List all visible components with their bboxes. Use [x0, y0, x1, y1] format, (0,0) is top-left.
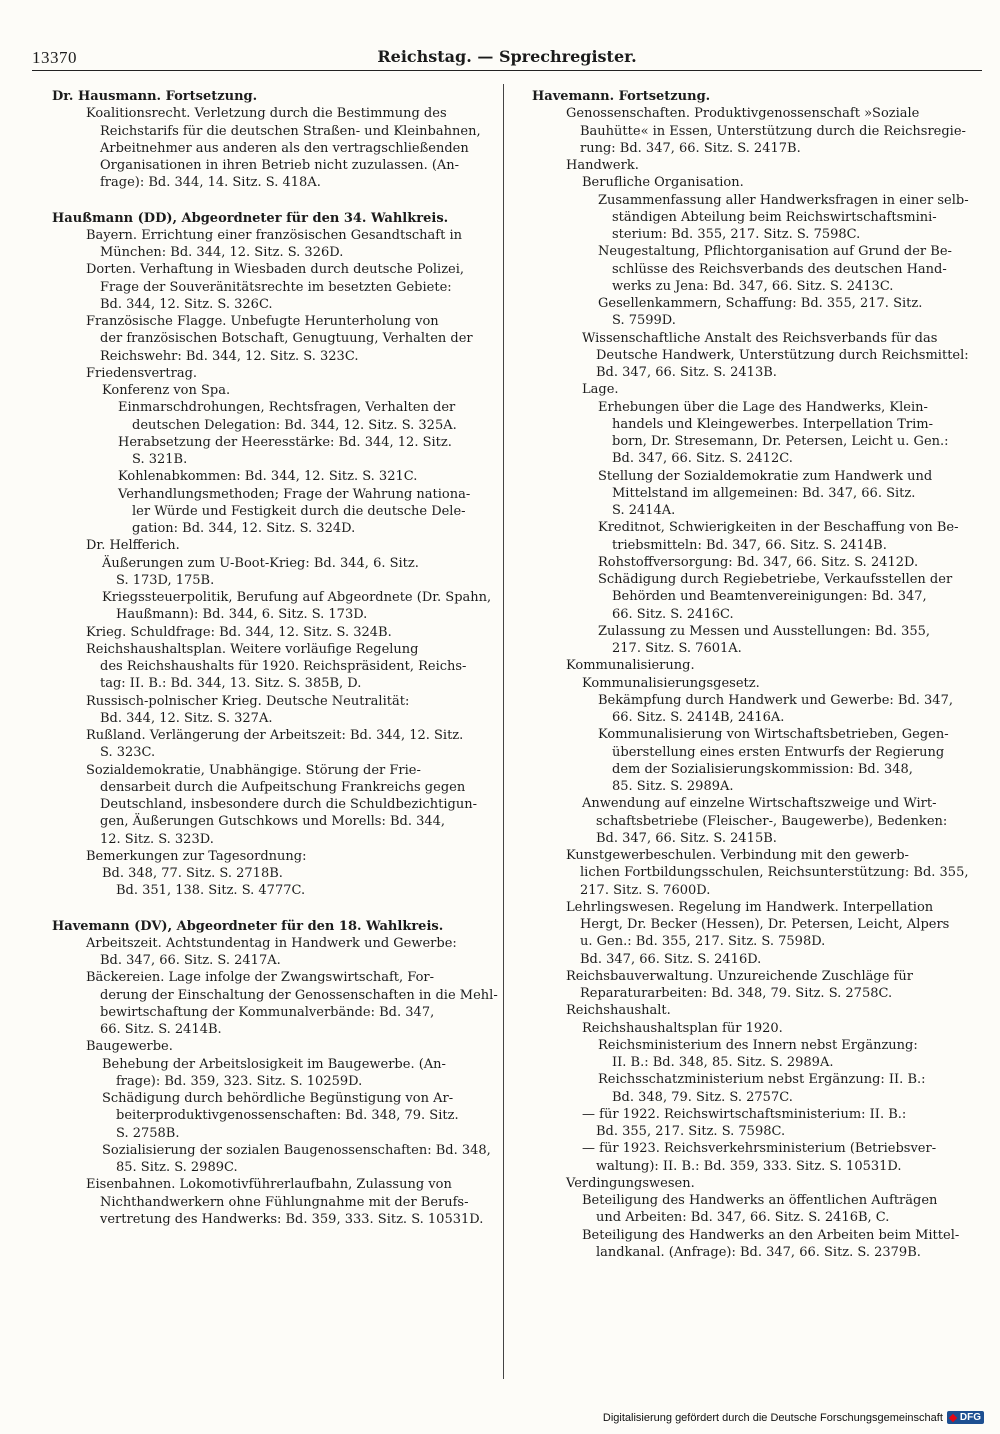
register-entry — [566, 657, 968, 674]
register-entry — [118, 486, 488, 538]
entry-line: frage): Bd. 359, 323. Sitz. S. 10259D. — [116, 1073, 363, 1089]
entry-line: tag: II. B.: Bd. 344, 13. Sitz. S. 385B, D. — [100, 676, 362, 692]
entry-line: Reichshaushaltsplan für 1920. — [582, 1020, 783, 1036]
entry-line: München: Bd. 344, 12. Sitz. S. 326D. — [100, 245, 344, 260]
entry-line: Bauhütte« in Essen, Unterstützung durch die Reichsregie- — [580, 123, 966, 139]
entry-line: Genossenschaften. Produktivgenossenschaft »Soziale — [566, 106, 920, 122]
register-entry — [102, 382, 488, 399]
register-entry — [582, 1020, 968, 1037]
entry-line: Rußland. Verlängerung der Arbeitszeit: Bd. 344, 12. Sitz. — [86, 728, 464, 743]
entry-line: Lehrlingswesen. Regelung im Handwerk. Interpellation — [566, 899, 934, 915]
register-entry — [582, 1227, 968, 1262]
register-entry — [582, 381, 968, 398]
entry-line: Nichthandwerkern ohne Fühlungnahme mit der Berufs- — [100, 1194, 469, 1210]
entry-line: Bäckereien. Lage infolge der Zwangswirtschaft, For- — [86, 970, 435, 986]
left-column — [52, 88, 498, 1228]
register-entry — [566, 899, 968, 968]
register-entry — [86, 641, 488, 693]
entry-line: Bekämpfung durch Handwerk und Gewerbe: Bd. 347, — [598, 692, 953, 708]
entry-line: Koalitionsrecht. Verletzung durch die Bestimmung des — [86, 106, 447, 122]
entry-line: Zusammenfassung aller Handwerksfragen in einer selb- — [598, 192, 969, 208]
register-entry — [598, 623, 968, 658]
entry-line: Havemann. Fortsetzung. — [532, 89, 711, 104]
entry-line: Russisch-polnischer Krieg. Deutsche Neutralität: — [86, 693, 410, 709]
register-entry — [566, 105, 968, 157]
register-entry — [598, 399, 968, 468]
entry-line: S. 7599D. — [612, 313, 676, 329]
register-entry — [566, 1175, 968, 1192]
entry-line: Kunstgewerbeschulen. Verbindung mit den gewerb- — [566, 848, 909, 863]
entry-line: S. 323C. — [100, 745, 156, 761]
register-entry — [582, 1106, 968, 1141]
dfg-logo — [947, 1411, 984, 1424]
entry-line: 66. Sitz. S. 2416C. — [612, 606, 734, 622]
right-column — [532, 88, 968, 1261]
entry-line: Bd. 351, 138. Sitz. S. 4777C. — [116, 883, 306, 899]
entry-line: Reichshaushalt. — [566, 1003, 671, 1019]
entry-line: schlüsse des Reichsverbands des deutschen Hand- — [612, 261, 947, 277]
register-entry — [582, 675, 968, 692]
register-entry — [86, 727, 488, 762]
register-entry — [582, 330, 968, 382]
entry-line: u. Gen.: Bd. 355, 217. Sitz. S. 7598D. — [580, 934, 826, 950]
entry-line: Bd. 347, 66. Sitz. S. 2412C. — [612, 451, 793, 467]
entry-line: Konferenz von Spa. — [102, 383, 231, 398]
entry-line: Kommunalisierung. — [566, 658, 695, 674]
entry-line: Bd. 347, 66. Sitz. S. 2413B. — [596, 365, 777, 380]
register-entry — [102, 555, 488, 590]
entry-line: Deutsche Handwerk, Unterstützung durch Reichsmittel: — [596, 347, 969, 363]
entry-line: Bayern. Errichtung einer französischen Gesandtschaft in — [86, 227, 462, 243]
register-entry — [102, 589, 492, 624]
entry-line: Baugewerbe. — [86, 1039, 173, 1055]
entry-line: Zulassung zu Messen und Ausstellungen: Bd. 355, — [598, 623, 931, 639]
register-entry — [598, 571, 968, 623]
register-entry — [598, 192, 968, 244]
register-entry — [86, 693, 488, 728]
register-heading — [52, 88, 488, 105]
entry-line: Bd. 347, 66. Sitz. S. 2416D. — [580, 951, 762, 967]
entry-line: Behörden und Beamtenvereinigungen: Bd. 347, — [612, 589, 927, 605]
entry-line: deutschen Delegation: Bd. 344, 12. Sitz. S. 325A. — [132, 417, 457, 433]
entry-line: Hergt, Dr. Becker (Hessen), Dr. Petersen, Leicht, Alpers — [580, 917, 950, 932]
entry-line: Beteiligung des Handwerks an den Arbeiten beim Mittel- — [582, 1227, 960, 1243]
page-footer — [603, 1411, 984, 1424]
register-heading — [52, 210, 488, 227]
entry-line: Sozialisierung der sozialen Baugenossenschaften: Bd. 348, — [102, 1142, 491, 1158]
entry-line: lichen Fortbildungsschulen, Reichsunterstützung: Bd. 355, — [580, 865, 969, 881]
entry-line: S. 2414A. — [612, 503, 676, 518]
register-entry — [566, 847, 968, 899]
register-entry — [566, 157, 968, 174]
register-entry — [598, 692, 968, 727]
entry-line: Kommunalisierungsgesetz. — [582, 675, 760, 691]
entry-line: Organisationen in ihren Betrieb nicht zuzulassen. (An- — [100, 158, 460, 173]
entry-line: und Arbeiten: Bd. 347, 66. Sitz. S. 2416B, C. — [596, 1210, 890, 1226]
entry-line: 85. Sitz. S. 2989A. — [612, 779, 734, 794]
entry-line: beiterproduktivgenossenschaften: Bd. 348, 79. Sitz. — [116, 1108, 459, 1124]
entry-line: Krieg. Schuldfrage: Bd. 344, 12. Sitz. S. 324B. — [86, 624, 392, 640]
entry-line: Sozialdemokratie, Unabhängige. Störung der Frie- — [86, 762, 421, 778]
entry-line: born, Dr. Stresemann, Dr. Petersen, Leicht u. Gen.: — [612, 434, 949, 449]
register-entry — [598, 1037, 968, 1072]
entry-line: Reichshaushaltsplan. Weitere vorläufige Regelung — [86, 641, 419, 657]
entry-line: schaftsbetriebe (Fleischer-, Baugewerbe), Bedenken: — [596, 813, 948, 829]
register-heading — [532, 88, 968, 105]
entry-line: Havemann (DV), Abgeordneter für den 18. Wahlkreis. — [52, 918, 444, 934]
register-entry — [86, 227, 488, 262]
entry-gap — [52, 900, 488, 918]
entry-line: ständigen Abteilung beim Reichswirtschaftsmini- — [612, 209, 937, 225]
register-entry — [86, 969, 498, 1038]
register-entry — [582, 1192, 968, 1227]
entry-line: Einmarschdrohungen, Rechtsfragen, Verhalten der — [118, 400, 456, 416]
entry-line: S. 321B. — [132, 452, 188, 467]
entry-line: Erhebungen über die Lage des Handwerks, Klein- — [598, 399, 928, 415]
register-entry — [86, 105, 488, 191]
entry-line: Dr. Helfferich. — [86, 538, 180, 554]
entry-line: S. 173D, 175B. — [116, 572, 215, 588]
entry-line: landkanal. (Anfrage): Bd. 347, 66. Sitz. S. 2379B. — [596, 1244, 921, 1260]
register-entry — [86, 261, 488, 313]
register-entry — [102, 1142, 491, 1177]
register-entry — [118, 468, 488, 485]
entry-line: Bemerkungen zur Tagesordnung: — [86, 848, 307, 864]
register-entry — [86, 1038, 488, 1055]
entry-line: Neugestaltung, Pflichtorganisation auf Grund der Be- — [598, 244, 952, 260]
entry-line: gen, Äußerungen Gutschkows und Morells: Bd. 344, — [100, 814, 446, 830]
entry-line: waltung): II. B.: Bd. 359, 333. Sitz. S. 10531D. — [596, 1158, 902, 1174]
entry-line: Arbeitszeit. Achtstundentag in Handwerk und Gewerbe: — [86, 935, 457, 951]
entry-line: Reichsschatzministerium nebst Ergänzung: II. B.: — [598, 1072, 926, 1088]
entry-line: Bd. 347, 66. Sitz. S. 2417A. — [100, 953, 281, 968]
entry-line: Rohstoffversorgung: Bd. 347, 66. Sitz. S. 2412D. — [598, 554, 919, 570]
register-entry — [118, 399, 488, 434]
running-title: Reichstag. — Sprechregister. — [377, 47, 637, 66]
entry-line: Dr. Hausmann. Fortsetzung. — [52, 89, 258, 104]
register-entry — [598, 243, 968, 295]
register-entry — [86, 848, 488, 865]
register-entry — [118, 434, 488, 469]
entry-line: Reichstarifs für die deutschen Straßen- und Kleinbahnen, — [100, 123, 481, 139]
register-entry — [86, 624, 488, 641]
entry-line: Handwerk. — [566, 158, 639, 173]
register-entry — [582, 1140, 968, 1175]
entry-line: Bd. 348, 79. Sitz. S. 2757C. — [612, 1089, 793, 1105]
entry-line: Kriegssteuerpolitik, Berufung auf Abgeordnete (Dr. Spahn, — [102, 590, 492, 605]
entry-line: handels und Kleingewerbes. Interpellation Trim- — [612, 416, 933, 432]
entry-line: Lage. — [582, 382, 619, 398]
entry-line: II. B.: Bd. 348, 85. Sitz. S. 2989A. — [612, 1055, 834, 1070]
entry-line: Äußerungen zum U-Boot-Krieg: Bd. 344, 6. Sitz. — [102, 555, 419, 571]
register-entry — [598, 295, 968, 330]
entry-line: werks zu Jena: Bd. 347, 66. Sitz. S. 2413C. — [612, 278, 894, 294]
entry-line: triebsmitteln: Bd. 347, 66. Sitz. S. 2414B. — [612, 537, 887, 553]
entry-line: Reichsministerium des Innern nebst Ergänzung: — [598, 1037, 918, 1053]
register-entry — [598, 726, 968, 795]
entry-line: Haußmann): Bd. 344, 6. Sitz. S. 173D. — [116, 607, 368, 623]
register-entry — [582, 795, 968, 847]
dfg-diamond-icon — [949, 1413, 957, 1421]
register-entry — [102, 1090, 488, 1142]
register-entry — [86, 313, 488, 365]
entry-line: 217. Sitz. S. 7600D. — [580, 882, 711, 898]
entry-line: Friedensvertrag. — [86, 365, 198, 381]
entry-line: 12. Sitz. S. 323D. — [100, 831, 214, 847]
entry-line: 217. Sitz. S. 7601A. — [612, 641, 742, 656]
entry-line: Eisenbahnen. Lokomotivführerlaufbahn, Zulassung von — [86, 1177, 452, 1193]
entry-line: Kohlenabkommen: Bd. 344, 12. Sitz. S. 321C. — [118, 469, 418, 485]
entry-line: der französischen Botschaft, Genugtuung, Verhalten der — [100, 331, 473, 347]
entry-line: überstellung eines ersten Entwurfs der Regierung — [612, 744, 945, 760]
entry-line: S. 2758B. — [116, 1125, 180, 1141]
register-entry — [598, 1071, 968, 1106]
register-entry — [86, 1176, 488, 1228]
entry-line: Mittelstand im allgemeinen: Bd. 347, 66. Sitz. — [612, 485, 916, 501]
entry-line: des Reichshaushalts für 1920. Reichspräsident, Reichs- — [100, 659, 467, 674]
entry-line: Behebung der Arbeitslosigkeit im Baugewerbe. (An- — [102, 1056, 446, 1072]
register-entry — [86, 537, 488, 554]
entry-line: Kommunalisierung von Wirtschaftsbetrieben, Gegen- — [598, 727, 949, 743]
entry-line: densarbeit durch die Aufpeitschung Frankreichs gegen — [100, 779, 466, 795]
entry-line: Frage der Souveränitätsrechte im besetzten Gebiete: — [100, 279, 452, 295]
entry-line: Reichsbauverwaltung. Unzureichende Zuschläge für — [566, 968, 913, 984]
entry-line: Bd. 344, 12. Sitz. S. 327A. — [100, 710, 273, 726]
entry-line: Herabsetzung der Heeresstärke: Bd. 344, 12. Sitz. — [118, 434, 452, 450]
entry-line: Beteiligung des Handwerks an öffentlichen Aufträgen — [582, 1193, 938, 1208]
entry-line: 66. Sitz. S. 2414B. — [100, 1022, 222, 1037]
entry-line: Berufliche Organisation. — [582, 175, 744, 191]
entry-line: gation: Bd. 344, 12. Sitz. S. 324D. — [132, 521, 356, 536]
register-entry — [566, 1002, 968, 1019]
entry-line: frage): Bd. 344, 14. Sitz. S. 418A. — [100, 175, 321, 191]
entry-line: Gesellenkammern, Schaffung: Bd. 355, 217. Sitz. — [598, 296, 923, 311]
register-heading — [52, 918, 488, 935]
entry-line: Verhandlungsmethoden; Frage der Wahrung nationa- — [118, 486, 471, 502]
entry-line: Anwendung auf einzelne Wirtschaftszweige und Wirt- — [582, 796, 937, 812]
entry-line: Deutschland, insbesondere durch die Schuldbezichtigun- — [100, 797, 477, 812]
register-entry — [598, 519, 968, 554]
entry-line: 85. Sitz. S. 2989C. — [116, 1160, 238, 1175]
entry-line: Stellung der Sozialdemokratie zum Handwerk und — [598, 468, 933, 484]
entry-gap — [52, 192, 488, 210]
column-divider — [503, 84, 504, 1379]
entry-line: Kreditnot, Schwierigkeiten in der Beschaffung von Be- — [598, 520, 959, 536]
entry-line: Haußmann (DD), Abgeordneter für den 34. Wahlkreis. — [52, 210, 449, 226]
entry-line: Dorten. Verhaftung in Wiesbaden durch deutsche Polizei, — [86, 262, 465, 278]
entry-line: — für 1923. Reichsverkehrsministerium (Betriebsver- — [582, 1141, 937, 1157]
register-entry — [598, 554, 968, 571]
entry-line: Bd. 348, 77. Sitz. S. 2718B. — [102, 866, 283, 881]
footer-credit: Digitalisierung gefördert durch die Deutsche Forschungsgemeinschaft — [602, 1411, 943, 1424]
register-entry — [86, 935, 488, 970]
register-entry — [566, 968, 968, 1003]
entry-line: Wissenschaftliche Anstalt des Reichsverbands für das — [582, 330, 938, 346]
entry-line: vertretung des Handwerks: Bd. 359, 333. Sitz. S. 10531D. — [100, 1211, 484, 1227]
entry-line: Schädigung durch Regiebetriebe, Verkaufsstellen der — [598, 572, 953, 587]
dfg-logo-text: DFG — [959, 1412, 981, 1423]
entry-line: ler Würde und Festigkeit durch die deutsche Dele- — [132, 503, 466, 519]
entry-line: Arbeitnehmer aus anderen als den vertragschließenden — [100, 140, 469, 156]
entry-line: Reparaturarbeiten: Bd. 348, 79. Sitz. S. 2758C. — [580, 986, 893, 1001]
register-entry — [102, 865, 488, 900]
entry-line: derung der Einschaltung der Genossenschaften in die Mehl- — [100, 987, 498, 1003]
entry-line: Verdingungswesen. — [566, 1175, 695, 1191]
register-entry — [86, 762, 488, 848]
register-entry — [86, 365, 488, 382]
page-header — [32, 40, 982, 71]
entry-line: Reichswehr: Bd. 344, 12. Sitz. S. 323C. — [100, 348, 359, 364]
entry-line: Bd. 344, 12. Sitz. S. 326C. — [100, 296, 273, 312]
register-entry — [102, 1056, 488, 1091]
entry-line: sterium: Bd. 355, 217. Sitz. S. 7598C. — [612, 227, 861, 242]
entry-line: bewirtschaftung der Kommunalverbände: Bd. 347, — [100, 1004, 435, 1020]
entry-line: Französische Flagge. Unbefugte Herunterholung von — [86, 314, 439, 329]
entry-line: Bd. 355, 217. Sitz. S. 7598C. — [596, 1124, 786, 1139]
register-entry — [582, 174, 968, 191]
page-number: 13370 — [32, 48, 77, 67]
entry-line: Schädigung durch behördliche Begünstigung von Ar- — [102, 1091, 454, 1106]
entry-line: — für 1922. Reichswirtschaftsministerium: II. B.: — [582, 1106, 907, 1122]
entry-line: rung: Bd. 347, 66. Sitz. S. 2417B. — [580, 140, 801, 156]
entry-line: 66. Sitz. S. 2414B, 2416A. — [612, 710, 785, 725]
register-entry — [598, 468, 968, 520]
entry-line: dem der Sozialisierungskommission: Bd. 348, — [612, 761, 913, 777]
entry-line: Bd. 347, 66. Sitz. S. 2415B. — [596, 830, 777, 846]
